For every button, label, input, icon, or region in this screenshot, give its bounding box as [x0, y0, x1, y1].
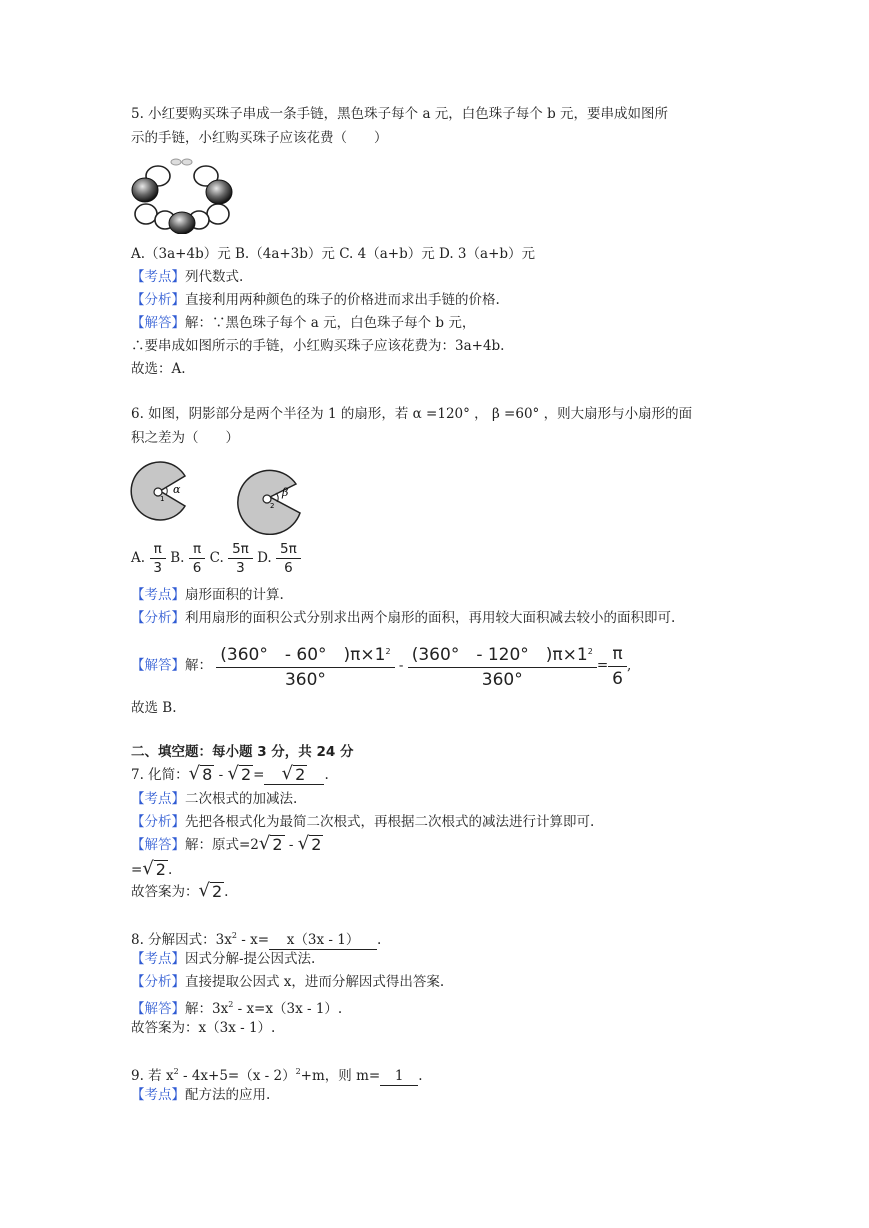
sqrt-8: √ 8 — [188, 763, 213, 784]
q5-fenxi — [131, 290, 500, 310]
kaodian-tag: 【考点】 — [131, 587, 185, 603]
q7-fenxi — [131, 812, 594, 832]
q5-answer: 故选：A. — [131, 361, 186, 377]
fenxi-tag: 【分析】 — [131, 814, 185, 830]
kaodian-tag: 【考点】 — [131, 791, 185, 807]
jieda-text: 解：∵黑色珠子每个 a 元，白色珠子每个 b 元， — [185, 315, 476, 331]
fenxi-text: 先把各根式化为最简二次根式，再根据二次根式的减法进行计算即可. — [185, 814, 595, 830]
q9-answer-blank: 1 — [380, 1067, 418, 1086]
jieda-tag: 【解答】 — [131, 837, 185, 853]
q7-stem: 7. 化简： √ 8 - √ 2 = √ 2 . — [131, 763, 329, 784]
q5-jieda-line2: ∴要串成如图所示的手链，小红购买珠子应该花费为：3a+4b. — [131, 338, 505, 354]
q8-fenxi — [131, 972, 444, 992]
q7-answer: 故答案为： √ 2 . — [131, 880, 229, 901]
q5-stem-line2: 示的手链，小红购买珠子应该花费（ ） — [131, 130, 388, 146]
fenxi-text: 直接利用两种颜色的珠子的价格进而求出手链的价格. — [185, 292, 500, 308]
kaodian-tag: 【考点】 — [131, 269, 185, 285]
q6-fenxi — [131, 608, 675, 628]
jieda-fraction-2: $\frac{(360^\circ - 120^\circ )\pi\times 1^2}{360^\circ}$ — [408, 640, 597, 692]
q8-jieda: 【解答】解：$3x^2 - x=x(3x - 1)$. — [131, 1000, 343, 1017]
q8-stem: 8. 分解因式：$3x^2 - x= x(3x - 1)$ . — [131, 931, 382, 948]
q6-stem-line1: 6. 如图，阴影部分是两个半径为 1 的扇形，若 α =120° ， β =60° ，则大扇形与小扇形的面 — [131, 406, 693, 422]
kaodian-text: 二次根式的加减法. — [185, 791, 298, 807]
q5-stem-line1: 5. 小红要购买珠子串成一条手链，黑色珠子每个 a 元，白色珠子每个 b 元，要串成如图所 — [131, 106, 669, 122]
option-a-fraction: $\frac{\pi}{3}$ — [149, 540, 166, 577]
q7-answer-blank: √ 2 — [264, 765, 324, 785]
alpha-label: α — [173, 483, 181, 496]
q8-answer: 故答案为：x（3x - 1）. — [131, 1020, 276, 1036]
jieda-result-fraction: $\frac{\pi}{6}$ — [608, 642, 627, 691]
fenxi-text: 直接提取公因式 x，进而分解因式得出答案. — [185, 974, 445, 990]
jieda-fraction-1: $\frac{(360^\circ - 60^\circ )\pi\times 1^2}{360^\circ}$ — [216, 640, 394, 692]
kaodian-text: 扇形面积的计算. — [185, 587, 284, 603]
q6-answer: 故选 B. — [131, 700, 177, 716]
option-b-label: B. — [170, 550, 185, 566]
q8-answer-blank: x（3x - 1） — [269, 931, 377, 950]
kaodian-text: 配方法的应用. — [185, 1087, 271, 1103]
jieda-tag: 【解答】 — [131, 1001, 185, 1017]
q8-kaodian — [131, 949, 315, 969]
q5-kaodian — [131, 267, 243, 287]
q5-options: A.（3a+4b）元 B.（4a+3b）元 C. 4（a+b）元 D. 3（a+b）元 — [131, 246, 536, 262]
kaodian-tag: 【考点】 — [131, 951, 185, 967]
sector-figure-alpha — [130, 453, 196, 529]
kaodian-tag: 【考点】 — [131, 1087, 185, 1103]
option-c-label: C. — [209, 550, 224, 566]
fenxi-tag: 【分析】 — [131, 974, 185, 990]
sector-figure-beta — [234, 459, 306, 535]
kaodian-text: 因式分解-提公因式法. — [185, 951, 316, 967]
q5-jieda — [131, 313, 475, 333]
q9-kaodian — [131, 1085, 270, 1105]
q7-kaodian — [131, 789, 297, 809]
fenxi-text: 利用扇形的面积公式分别求出两个扇形的面积，再用较大面积减去较小的面积即可. — [185, 610, 676, 626]
option-c-fraction: $\frac{5\pi}{3}$ — [228, 540, 253, 577]
fenxi-tag: 【分析】 — [131, 292, 185, 308]
q6-jieda: 【解答】解： $\frac{(360^\circ - 60^\circ )\pi\times 1^2}{360^\circ}$ - $\frac{(360^\circ - 120^\circ )\pi\times 1^2}{360^\circ}$ = $\frac{\pi}{6}$ , — [131, 640, 631, 692]
beta-label: β — [282, 486, 289, 499]
bracelet-figure — [130, 156, 234, 234]
q7-jieda: 【解答】解：原式=2 √ 2 - √ 2 — [131, 833, 322, 854]
jieda-tag: 【解答】 — [131, 315, 185, 331]
q6-kaodian — [131, 585, 284, 605]
option-d-label: D. — [257, 550, 272, 566]
option-a-label: A. — [131, 550, 146, 566]
fenxi-tag: 【分析】 — [131, 610, 185, 626]
sqrt-2: √ 2 — [227, 763, 252, 784]
kaodian-text: 列代数式. — [185, 269, 244, 285]
o2-label: 2 — [270, 502, 275, 510]
o1-label: 1 — [160, 495, 165, 503]
q7-jieda-line2: = √ 2 . — [131, 858, 173, 879]
option-d-fraction: $\frac{5\pi}{6}$ — [276, 540, 301, 577]
q6-stem-line2: 积之差为（ ） — [131, 430, 239, 446]
q6-options — [131, 540, 301, 577]
option-b-fraction: $\frac{\pi}{6}$ — [189, 540, 206, 577]
q9-stem: 9. 若 $x^2 - 4x+5=(x - 2)^2+m$，则 m= 1 . — [131, 1067, 423, 1084]
section-heading: 二、填空题：每小题 3 分，共 24 分 — [131, 744, 354, 760]
jieda-tag: 【解答】 — [131, 657, 185, 674]
